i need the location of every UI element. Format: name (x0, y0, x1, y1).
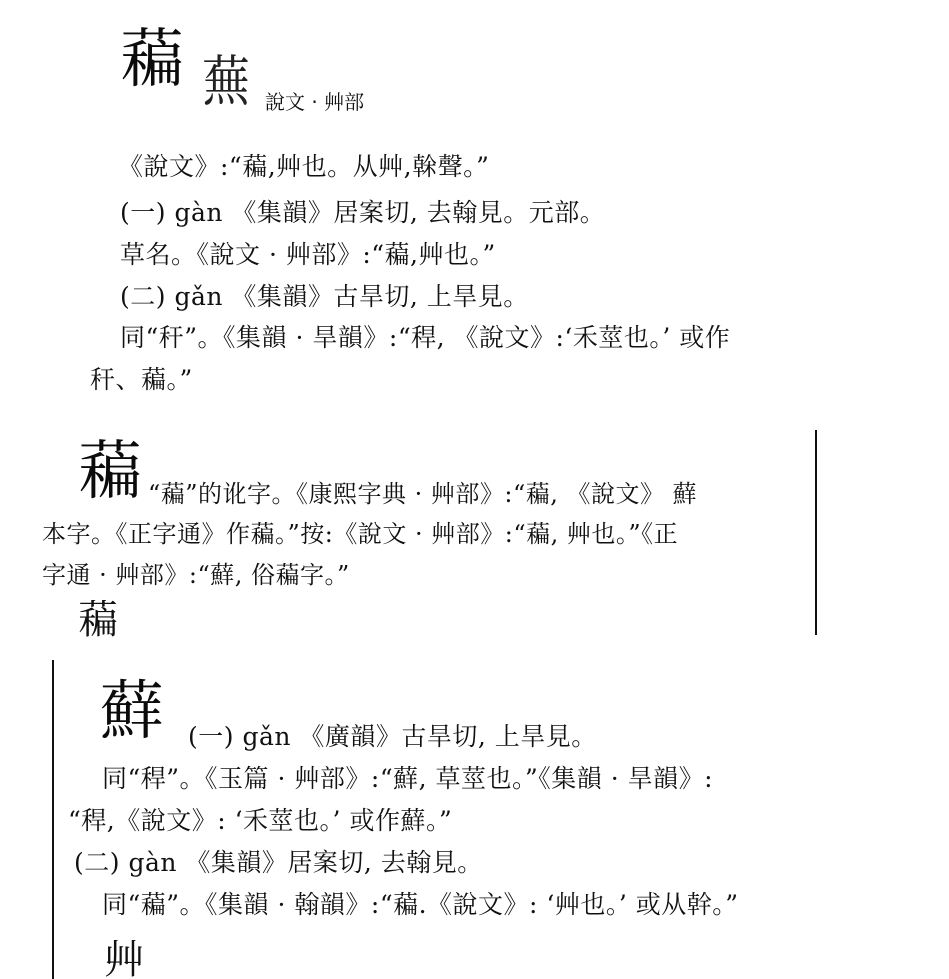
entry1-line-6: 秆、藊。” (90, 365, 193, 394)
column-rule (815, 430, 817, 635)
entry1-line-2: (一) gàn 《集韻》居案切, 去翰見。元部。 (120, 198, 606, 227)
entry2-line-1: “藊”的讹字。《康熙字典 · 艸部》:“藊, 《說文》 蘚 (148, 480, 698, 508)
entry3-line-1: (一) gǎn 《廣韻》古旱切, 上旱見。 (188, 722, 597, 751)
entry3-head-char: 蘚 (100, 675, 164, 749)
entry3-line-2: 同“稈”。《玉篇 · 艸部》:“蘚, 草莖也。”《集韻 · 旱韻》: (102, 764, 714, 793)
entry2-head-char: 藊 (78, 435, 142, 509)
entry1-line-3: 草名。《說文 · 艸部》:“藊,艸也。” (120, 240, 496, 269)
entry2-line-2: 本字。《正字通》作藊。”按:《說文 · 艸部》:“藊, 艸也。”《正 (42, 520, 679, 548)
entry2-cut-char-wrap (78, 600, 118, 638)
entry2-cut-char: 藊 (78, 600, 118, 638)
entry1-line-1: 《說文》:“藊,艸也。从艸,榦聲。” (118, 152, 490, 181)
entry3-cut-char: 艸 (104, 940, 144, 979)
entry3-cut-char-wrap (104, 940, 144, 979)
left-rule (52, 660, 54, 979)
entry2-line-3: 字通 · 艸部》:“蘚, 俗藊字。” (42, 561, 350, 589)
entry3-line-3: “稈,《說文》: ‘禾莖也。’ 或作蘚。” (68, 806, 453, 835)
entry3-line-5: 同“藊”。《集韻 · 翰韻》:“藊.《說文》: ‘艸也。’ 或从幹。” (102, 890, 739, 919)
entry3-line-4: (二) gàn 《集韻》居案切, 去翰見。 (74, 848, 483, 877)
entry1-head-char: 藊 (120, 23, 184, 97)
entry1-seal-char: 蕪 (202, 49, 251, 115)
entry1-source: 說文 · 艸部 (265, 90, 365, 114)
entry1-line-5: 同“秆”。《集韻 · 旱韻》:“稈, 《說文》:‘禾莖也。’ 或作 (120, 323, 731, 352)
entry1-line-4: (二) gǎn 《集韻》古旱切, 上旱見。 (120, 282, 529, 311)
